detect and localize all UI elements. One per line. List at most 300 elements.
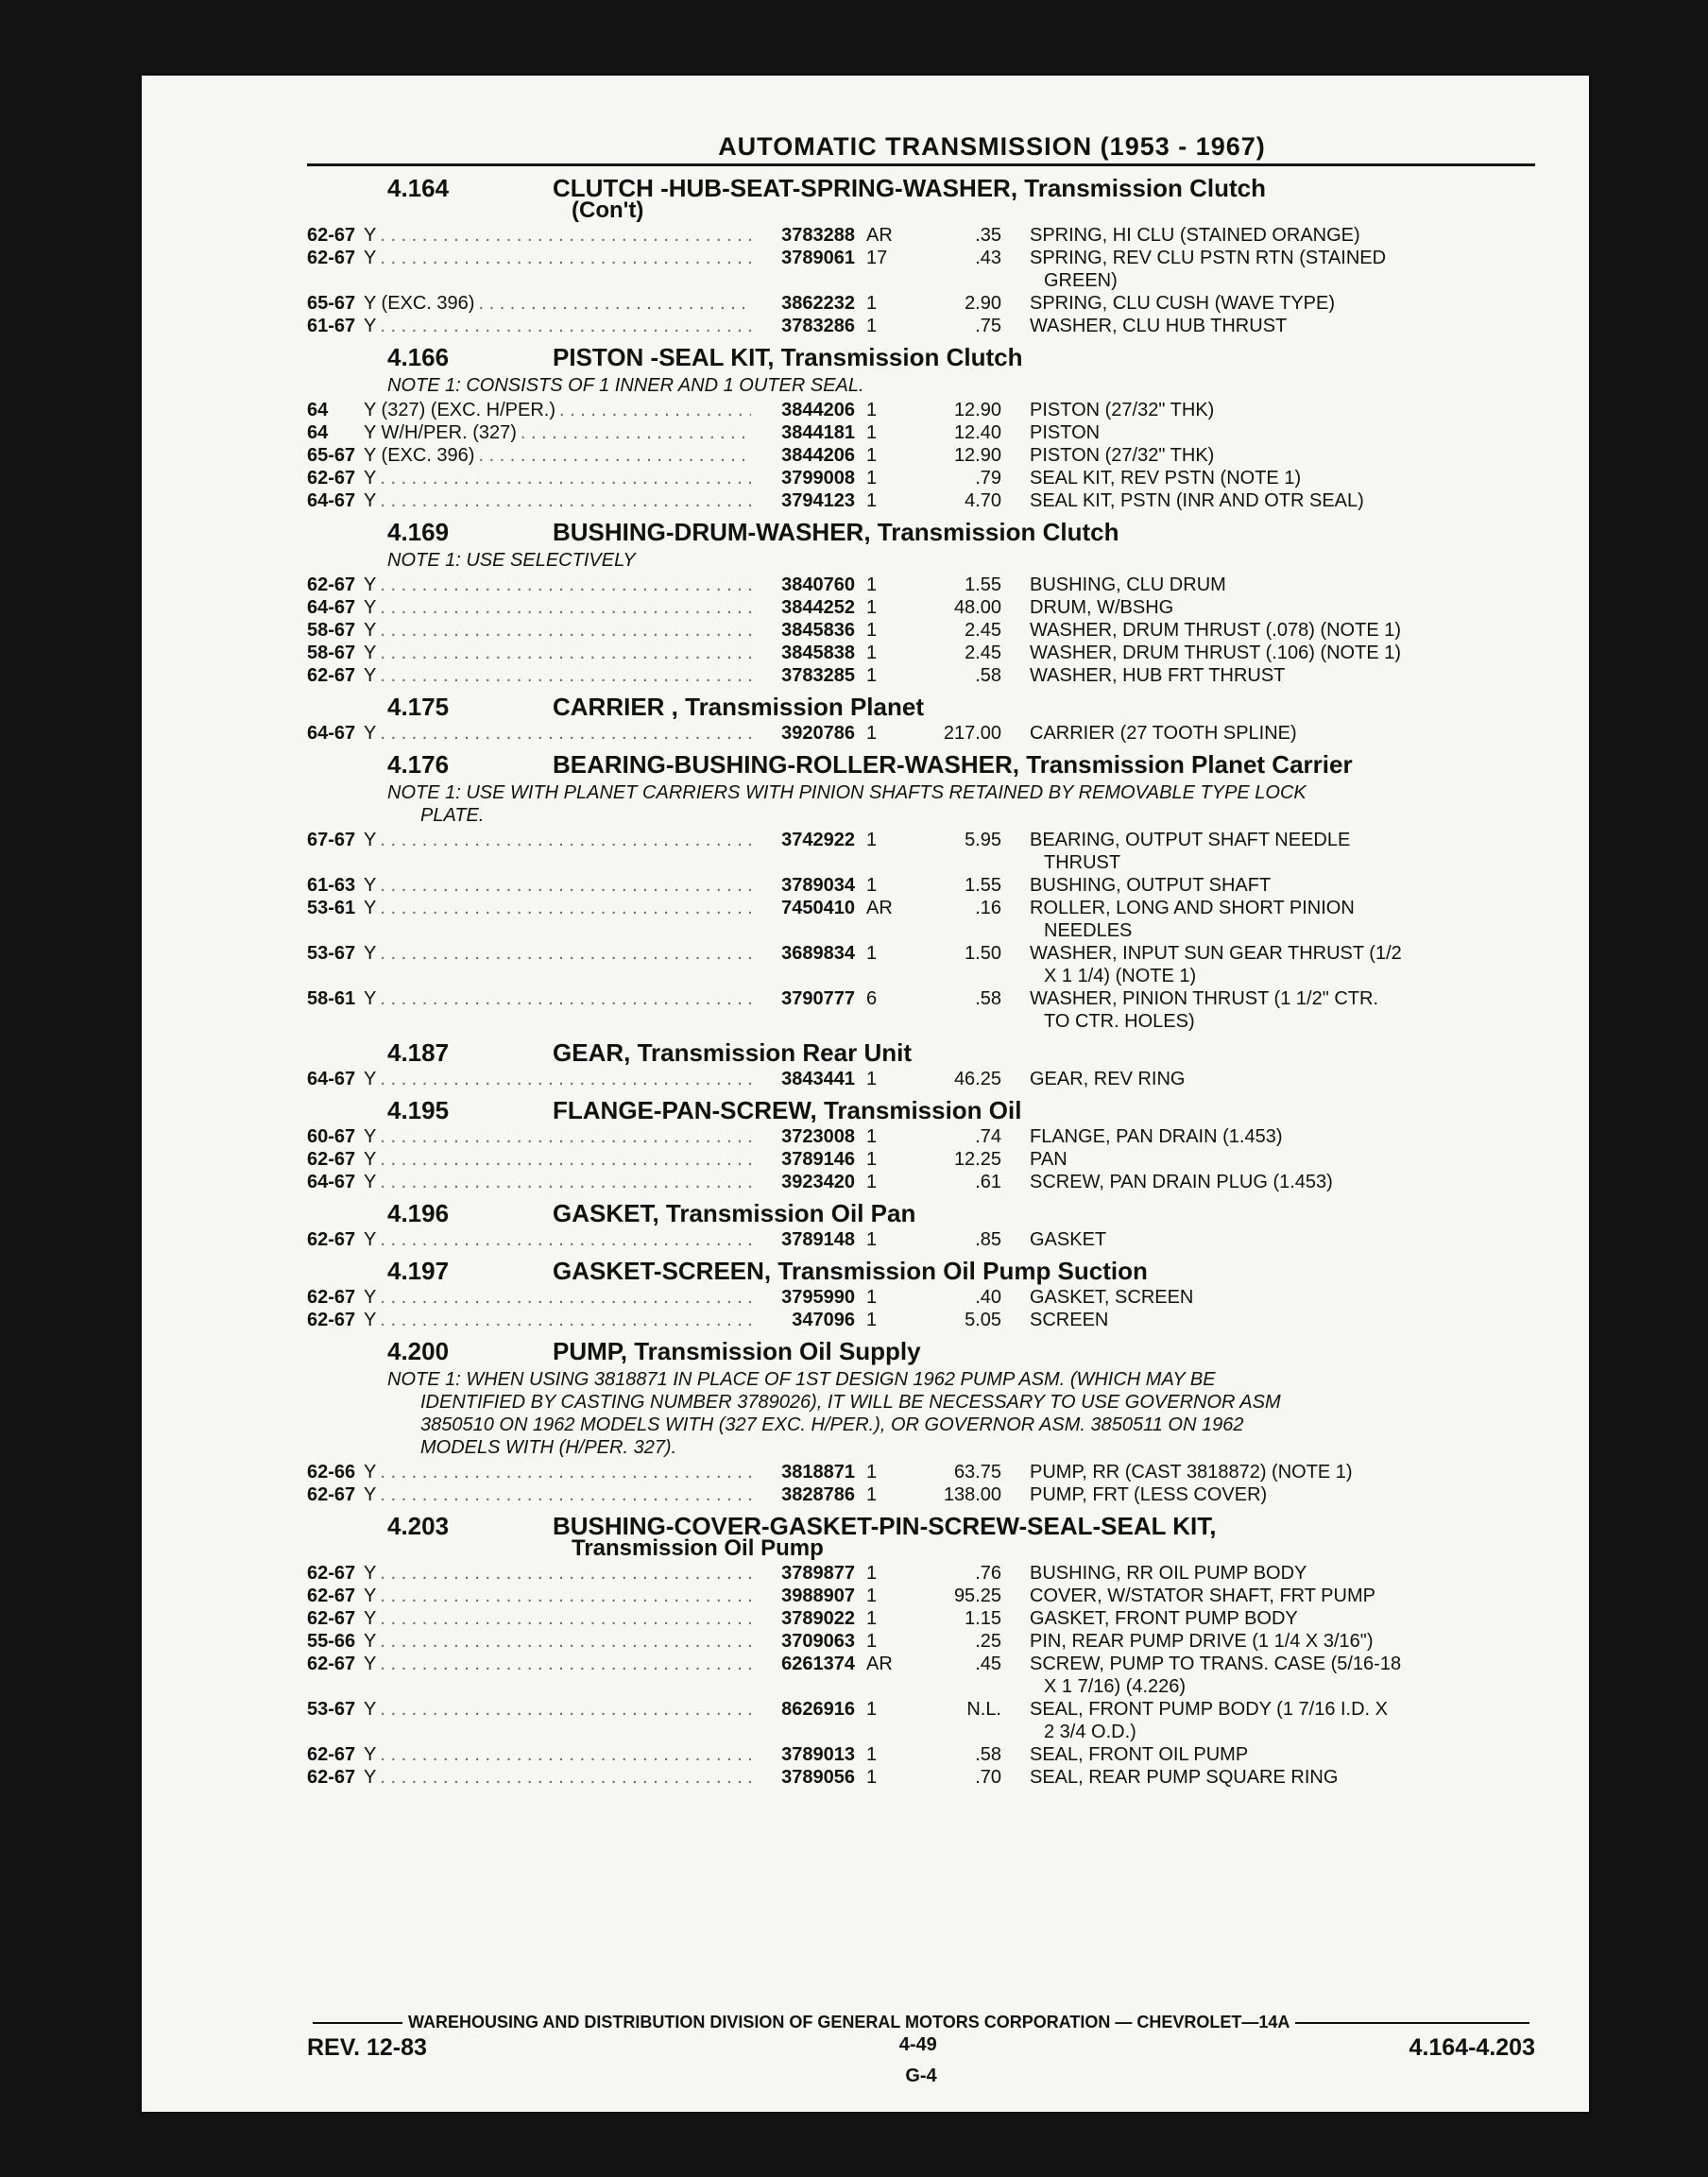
catalog-content: [307, 132, 1535, 1794]
section-number: 4.166: [387, 343, 450, 371]
quantity: 1: [866, 490, 878, 511]
model-code: Y: [364, 574, 377, 595]
quantity: 1: [866, 1462, 878, 1483]
section-number: 4.169: [387, 518, 450, 546]
part-number: 3844181: [781, 422, 855, 443]
quantity: 1: [866, 422, 878, 443]
model-years: 67-67: [307, 830, 356, 850]
price: 95.25: [953, 1586, 1001, 1606]
description: [1001, 421, 1535, 444]
description: [1001, 1585, 1535, 1607]
leader-dots: [380, 1698, 751, 1743]
quantity: 17: [866, 248, 888, 268]
price: 12.90: [953, 445, 1001, 466]
leader-dots: [380, 1148, 751, 1171]
quantity: 1: [866, 293, 878, 314]
part-number: 3828786: [781, 1484, 855, 1505]
model-years: 62-67: [307, 1310, 356, 1330]
description: [1001, 1171, 1535, 1193]
part-number: 3840760: [781, 574, 855, 595]
model-code: Y: [364, 490, 377, 511]
revision-label: REV. 12-83: [307, 2034, 427, 2061]
leader-dots: [380, 315, 751, 337]
price: 5.05: [965, 1310, 1001, 1330]
leader-dots: [380, 489, 751, 512]
leader-dots: [380, 247, 751, 292]
section-header: [307, 1038, 1535, 1068]
model-years: 55-66: [307, 1631, 356, 1652]
part-row: [307, 1171, 1535, 1193]
model-cell: [364, 1766, 751, 1789]
section-number: 4.195: [387, 1096, 450, 1124]
description-line: X 1 1/4) (NOTE 1): [1044, 966, 1197, 986]
quantity: 1: [866, 468, 878, 489]
model-years: 58-67: [307, 620, 356, 641]
model-cell: [364, 1562, 751, 1585]
section-header: [307, 343, 1535, 372]
leader-dots: [380, 874, 751, 897]
price: 12.40: [953, 422, 1001, 443]
footer-division-line: [307, 2013, 1535, 2032]
part-row: [307, 642, 1535, 664]
part-number: 6261374: [781, 1654, 855, 1674]
leader-dots: [380, 987, 751, 1033]
model-years: 61-63: [307, 875, 356, 896]
price: .75: [975, 316, 1001, 336]
description: [1001, 1461, 1535, 1483]
description: [1001, 1483, 1535, 1506]
model-code: Y: [364, 225, 377, 246]
model-cell: [364, 1698, 751, 1743]
section-number: 4.175: [387, 693, 450, 721]
price: 1.50: [965, 943, 1001, 964]
model-cell: [364, 399, 751, 421]
quantity: 1: [866, 400, 878, 420]
section-number: 4.187: [387, 1038, 450, 1067]
price: .58: [975, 988, 1001, 1009]
part-number: 3818871: [781, 1462, 855, 1483]
leader-dots: [380, 664, 751, 687]
part-row: [307, 664, 1535, 687]
price: 63.75: [953, 1462, 1001, 1483]
model-years: 64-67: [307, 1172, 356, 1192]
description-line: PUMP, FRT (LESS COVER): [1030, 1484, 1268, 1505]
model-years: 61-67: [307, 316, 356, 336]
model-cell: [364, 1461, 751, 1483]
leader-dots: [380, 1461, 751, 1483]
parts-section: [307, 1512, 1535, 1789]
description: [1001, 1286, 1535, 1309]
leader-dots: [478, 444, 751, 467]
model-cell: [364, 1171, 751, 1193]
model-years: 62-67: [307, 1229, 356, 1250]
part-number: 3789022: [781, 1608, 855, 1629]
model-years: 62-67: [307, 1586, 356, 1606]
leader-dots: [380, 897, 751, 942]
part-row: [307, 247, 1535, 292]
quantity: 1: [866, 1744, 878, 1765]
description-line: SCREW, PAN DRAIN PLUG (1.453): [1030, 1172, 1333, 1192]
parts-section: [307, 174, 1535, 337]
model-years: 62-67: [307, 1484, 356, 1505]
price: 1.55: [965, 574, 1001, 595]
price: 138.00: [943, 1484, 1001, 1505]
section-title: BEARING-BUSHING-ROLLER-WASHER, Transmission Planet Carrier: [553, 750, 1353, 779]
description-line: CARRIER (27 TOOTH SPLINE): [1030, 723, 1297, 744]
model-years: 62-67: [307, 1149, 356, 1170]
leader-dots: [380, 1630, 751, 1653]
model-years: 58-61: [307, 988, 356, 1009]
price: 2.90: [965, 293, 1001, 314]
price: 1.15: [965, 1608, 1001, 1629]
quantity: AR: [866, 898, 893, 918]
part-number: 3783285: [781, 665, 855, 686]
part-row: [307, 444, 1535, 467]
description: [1001, 897, 1535, 942]
page-number: 4-49: [898, 2034, 937, 2055]
section-number: 4.196: [387, 1199, 450, 1227]
model-code: Y: [364, 1744, 377, 1765]
section-title: GASKET-SCREEN, Transmission Oil Pump Suction: [553, 1257, 1148, 1285]
model-code: Y: [364, 1172, 377, 1192]
model-cell: [364, 1228, 751, 1251]
price: .45: [975, 1654, 1001, 1674]
quantity: 1: [866, 1608, 878, 1629]
model-cell: [364, 829, 751, 874]
part-number: 3845836: [781, 620, 855, 641]
parts-section: [307, 343, 1535, 512]
leader-dots: [380, 1483, 751, 1506]
model-code: Y: [364, 943, 377, 964]
parts-section: [307, 1257, 1535, 1331]
leader-dots: [380, 1653, 751, 1698]
price: .58: [975, 665, 1001, 686]
model-years: 62-67: [307, 225, 356, 246]
model-cell: [364, 1743, 751, 1766]
part-number: 3988907: [781, 1586, 855, 1606]
model-years: 64: [307, 400, 329, 420]
part-row: [307, 1068, 1535, 1090]
model-cell: [364, 247, 751, 292]
model-years: 62-67: [307, 1563, 356, 1584]
part-row: [307, 1562, 1535, 1585]
part-number: 3844206: [781, 445, 855, 466]
part-number: 3789148: [781, 1229, 855, 1250]
part-row: [307, 1607, 1535, 1630]
section-title-continued: Transmission Oil Pump: [572, 1535, 824, 1561]
description-line: 2 3/4 O.D.): [1044, 1722, 1136, 1742]
description: [1001, 1653, 1535, 1698]
leader-dots: [380, 642, 751, 664]
description-line: BUSHING, OUTPUT SHAFT: [1030, 875, 1272, 896]
model-cell: [364, 315, 751, 337]
quantity: 1: [866, 875, 878, 896]
part-row: [307, 1743, 1535, 1766]
model-cell: [364, 596, 751, 619]
section-header: [307, 1199, 1535, 1228]
part-number: 3795990: [781, 1287, 855, 1308]
parts-section: [307, 693, 1535, 745]
description-line: GASKET: [1030, 1229, 1107, 1250]
quantity: 6: [866, 988, 878, 1009]
description-line: BUSHING, CLU DRUM: [1030, 574, 1226, 595]
description: [1001, 642, 1535, 664]
model-code: Y: [364, 1563, 377, 1584]
price: 217.00: [943, 723, 1001, 744]
part-row: [307, 1309, 1535, 1331]
price: .61: [975, 1172, 1001, 1192]
price: .76: [975, 1563, 1001, 1584]
parts-section: [307, 1096, 1535, 1193]
section-note: [307, 549, 1535, 572]
leader-dots: [380, 1228, 751, 1251]
quantity: 1: [866, 1699, 878, 1720]
price: 2.45: [965, 643, 1001, 663]
price: 1.55: [965, 875, 1001, 896]
section-note: [307, 374, 1535, 397]
model-cell: [364, 489, 751, 512]
price: .40: [975, 1287, 1001, 1308]
model-code: Y: [364, 1767, 377, 1788]
model-code: Y: [364, 898, 377, 918]
model-cell: [364, 421, 751, 444]
quantity: AR: [866, 225, 893, 246]
model-code: Y: [364, 620, 377, 641]
part-row: [307, 1461, 1535, 1483]
description-line: PISTON (27/32" THK): [1030, 400, 1215, 420]
description: [1001, 315, 1535, 337]
part-row: [307, 421, 1535, 444]
model-cell: [364, 1148, 751, 1171]
description: [1001, 1698, 1535, 1743]
section-header: [307, 1096, 1535, 1125]
model-years: 64-67: [307, 723, 356, 744]
description: [1001, 467, 1535, 489]
section-title: PUMP, Transmission Oil Supply: [553, 1337, 921, 1365]
model-code: Y (327) (EXC. H/PER.): [364, 400, 556, 420]
model-code: Y: [364, 723, 377, 744]
model-years: 64-67: [307, 490, 356, 511]
note-line: PLATE.: [420, 805, 485, 826]
quantity: 1: [866, 1229, 878, 1250]
model-code: Y: [364, 665, 377, 686]
model-cell: [364, 1607, 751, 1630]
quantity: 1: [866, 1586, 878, 1606]
price: .70: [975, 1767, 1001, 1788]
part-number: 3923420: [781, 1172, 855, 1192]
leader-dots: [559, 399, 751, 421]
footer-meta: [307, 2034, 1535, 2062]
part-row: [307, 1766, 1535, 1789]
description: [1001, 399, 1535, 421]
model-cell: [364, 1483, 751, 1506]
note-line: NOTE 1: CONSISTS OF 1 INNER AND 1 OUTER SEAL.: [387, 375, 864, 396]
model-years: 62-67: [307, 665, 356, 686]
description-line: PIN, REAR PUMP DRIVE (1 1/4 X 3/16"): [1030, 1631, 1374, 1652]
quantity: 1: [866, 597, 878, 618]
description: [1001, 1743, 1535, 1766]
model-cell: [364, 1653, 751, 1698]
note-line: IDENTIFIED BY CASTING NUMBER 3789026), IT WILL BE NECESSARY TO USE GOVERNOR ASM: [420, 1392, 1281, 1413]
parts-section: [307, 1199, 1535, 1251]
model-code: Y: [364, 1586, 377, 1606]
quantity: 1: [866, 1767, 878, 1788]
description-line: WASHER, CLU HUB THRUST: [1030, 316, 1288, 336]
section-header: [307, 174, 1535, 203]
quantity: AR: [866, 1654, 893, 1674]
description: [1001, 1228, 1535, 1251]
footer-division: WAREHOUSING AND DISTRIBUTION DIVISION OF GENERAL MOTORS CORPORATION — CHEVROLET—14A: [408, 2013, 1290, 2031]
note-line: 3850510 ON 1962 MODELS WITH (327 EXC. H/PER.), OR GOVERNOR ASM. 3850511 ON 1962: [420, 1414, 1244, 1435]
section-number: 4.176: [387, 750, 450, 779]
model-years: 62-67: [307, 1608, 356, 1629]
model-code: Y (EXC. 396): [364, 445, 475, 466]
description-line: WASHER, HUB FRT THRUST: [1030, 665, 1286, 686]
description-line: WASHER, INPUT SUN GEAR THRUST (1/2: [1030, 943, 1402, 964]
parts-sections: [307, 174, 1535, 1789]
leader-dots: [380, 1585, 751, 1607]
price: .58: [975, 1744, 1001, 1765]
part-number: 3742922: [781, 830, 855, 850]
quantity: 1: [866, 723, 878, 744]
description: [1001, 829, 1535, 874]
part-number: 3723008: [781, 1126, 855, 1147]
part-number: 8626916: [781, 1699, 855, 1720]
part-row: [307, 987, 1535, 1033]
description-line: FLANGE, PAN DRAIN (1.453): [1030, 1126, 1283, 1147]
parts-section: [307, 1337, 1535, 1506]
description-line: DRUM, W/BSHG: [1030, 597, 1174, 618]
price: 48.00: [953, 597, 1001, 618]
part-row: [307, 574, 1535, 596]
part-row: [307, 1228, 1535, 1251]
part-number: 3845838: [781, 643, 855, 663]
document-page: [142, 76, 1589, 2112]
model-cell: [364, 1125, 751, 1148]
price: 5.95: [965, 830, 1001, 850]
part-row: [307, 467, 1535, 489]
description: [1001, 874, 1535, 897]
part-number: 3789877: [781, 1563, 855, 1584]
part-row: [307, 1148, 1535, 1171]
description-line: SEAL, FRONT PUMP BODY (1 7/16 I.D. X: [1030, 1699, 1389, 1720]
model-cell: [364, 444, 751, 467]
section-number: 4.164: [387, 174, 450, 202]
part-row: [307, 874, 1535, 897]
model-code: Y: [364, 875, 377, 896]
description-line: SPRING, REV CLU PSTN RTN (STAINED: [1030, 248, 1387, 268]
page-title: AUTOMATIC TRANSMISSION (1953 - 1967): [718, 132, 1266, 161]
footer-rule-right: [1295, 2022, 1529, 2024]
price: 4.70: [965, 490, 1001, 511]
section-number: 4.197: [387, 1257, 450, 1285]
quantity: 1: [866, 1287, 878, 1308]
model-code: Y: [364, 830, 377, 850]
description-line: SCREW, PUMP TO TRANS. CASE (5/16-18: [1030, 1654, 1402, 1674]
model-cell: [364, 1309, 751, 1331]
part-row: [307, 292, 1535, 315]
model-code: Y: [364, 1126, 377, 1147]
section-header: [307, 750, 1535, 780]
model-cell: [364, 1286, 751, 1309]
part-row: [307, 897, 1535, 942]
model-code: Y: [364, 988, 377, 1009]
model-code: Y: [364, 1310, 377, 1330]
model-cell: [364, 619, 751, 642]
description: [1001, 1125, 1535, 1148]
part-row: [307, 1286, 1535, 1309]
description-line: WASHER, PINION THRUST (1 1/2" CTR.: [1030, 988, 1379, 1009]
leader-dots: [380, 1743, 751, 1766]
section-header: [307, 518, 1535, 547]
model-years: 65-67: [307, 445, 356, 466]
part-number: 3844206: [781, 400, 855, 420]
part-row: [307, 1483, 1535, 1506]
description-line: THRUST: [1044, 852, 1121, 873]
price: .43: [975, 248, 1001, 268]
description-line: SPRING, HI CLU (STAINED ORANGE): [1030, 225, 1360, 246]
leader-dots: [380, 829, 751, 874]
model-cell: [364, 574, 751, 596]
price: .85: [975, 1229, 1001, 1250]
leader-dots: [521, 421, 751, 444]
part-number: 7450410: [781, 898, 855, 918]
part-number: 3789034: [781, 875, 855, 896]
description-line: PAN: [1030, 1149, 1068, 1170]
model-cell: [364, 897, 751, 942]
model-years: 62-67: [307, 1744, 356, 1765]
quantity: 1: [866, 1563, 878, 1584]
model-years: 65-67: [307, 293, 356, 314]
section-header: [307, 1257, 1535, 1286]
model-years: 62-66: [307, 1462, 356, 1483]
section-note: [307, 1368, 1535, 1459]
model-code: Y: [364, 1608, 377, 1629]
part-row: [307, 1698, 1535, 1743]
model-code: Y: [364, 1229, 377, 1250]
description: [1001, 1766, 1535, 1789]
part-row: [307, 829, 1535, 874]
model-code: Y: [364, 643, 377, 663]
model-years: 53-61: [307, 898, 356, 918]
description-line: WASHER, DRUM THRUST (.106) (NOTE 1): [1030, 643, 1401, 663]
part-number: 3794123: [781, 490, 855, 511]
description-line: BEARING, OUTPUT SHAFT NEEDLE: [1030, 830, 1351, 850]
description-line: PISTON: [1030, 422, 1101, 443]
quantity: 1: [866, 830, 878, 850]
part-row: [307, 1630, 1535, 1653]
part-number: 3689834: [781, 943, 855, 964]
part-number: 3789013: [781, 1744, 855, 1765]
part-number: 3862232: [781, 293, 855, 314]
model-code: Y: [364, 1484, 377, 1505]
note-line: NOTE 1: USE WITH PLANET CARRIERS WITH PINION SHAFTS RETAINED BY REMOVABLE TYPE LOCK: [387, 782, 1307, 803]
price: 2.45: [965, 620, 1001, 641]
model-years: 62-67: [307, 574, 356, 595]
note-line: NOTE 1: WHEN USING 3818871 IN PLACE OF 1ST DESIGN 1962 PUMP ASM. (WHICH MAY BE: [387, 1369, 1216, 1390]
part-number: 3844252: [781, 597, 855, 618]
model-cell: [364, 1630, 751, 1653]
quantity: 1: [866, 1172, 878, 1192]
part-number: 347096: [792, 1310, 855, 1330]
model-cell: [364, 292, 751, 315]
model-cell: [364, 874, 751, 897]
leader-dots: [380, 1607, 751, 1630]
model-cell: [364, 722, 751, 745]
description: [1001, 247, 1535, 292]
model-cell: [364, 224, 751, 247]
note-line: MODELS WITH (H/PER. 327).: [420, 1437, 677, 1458]
